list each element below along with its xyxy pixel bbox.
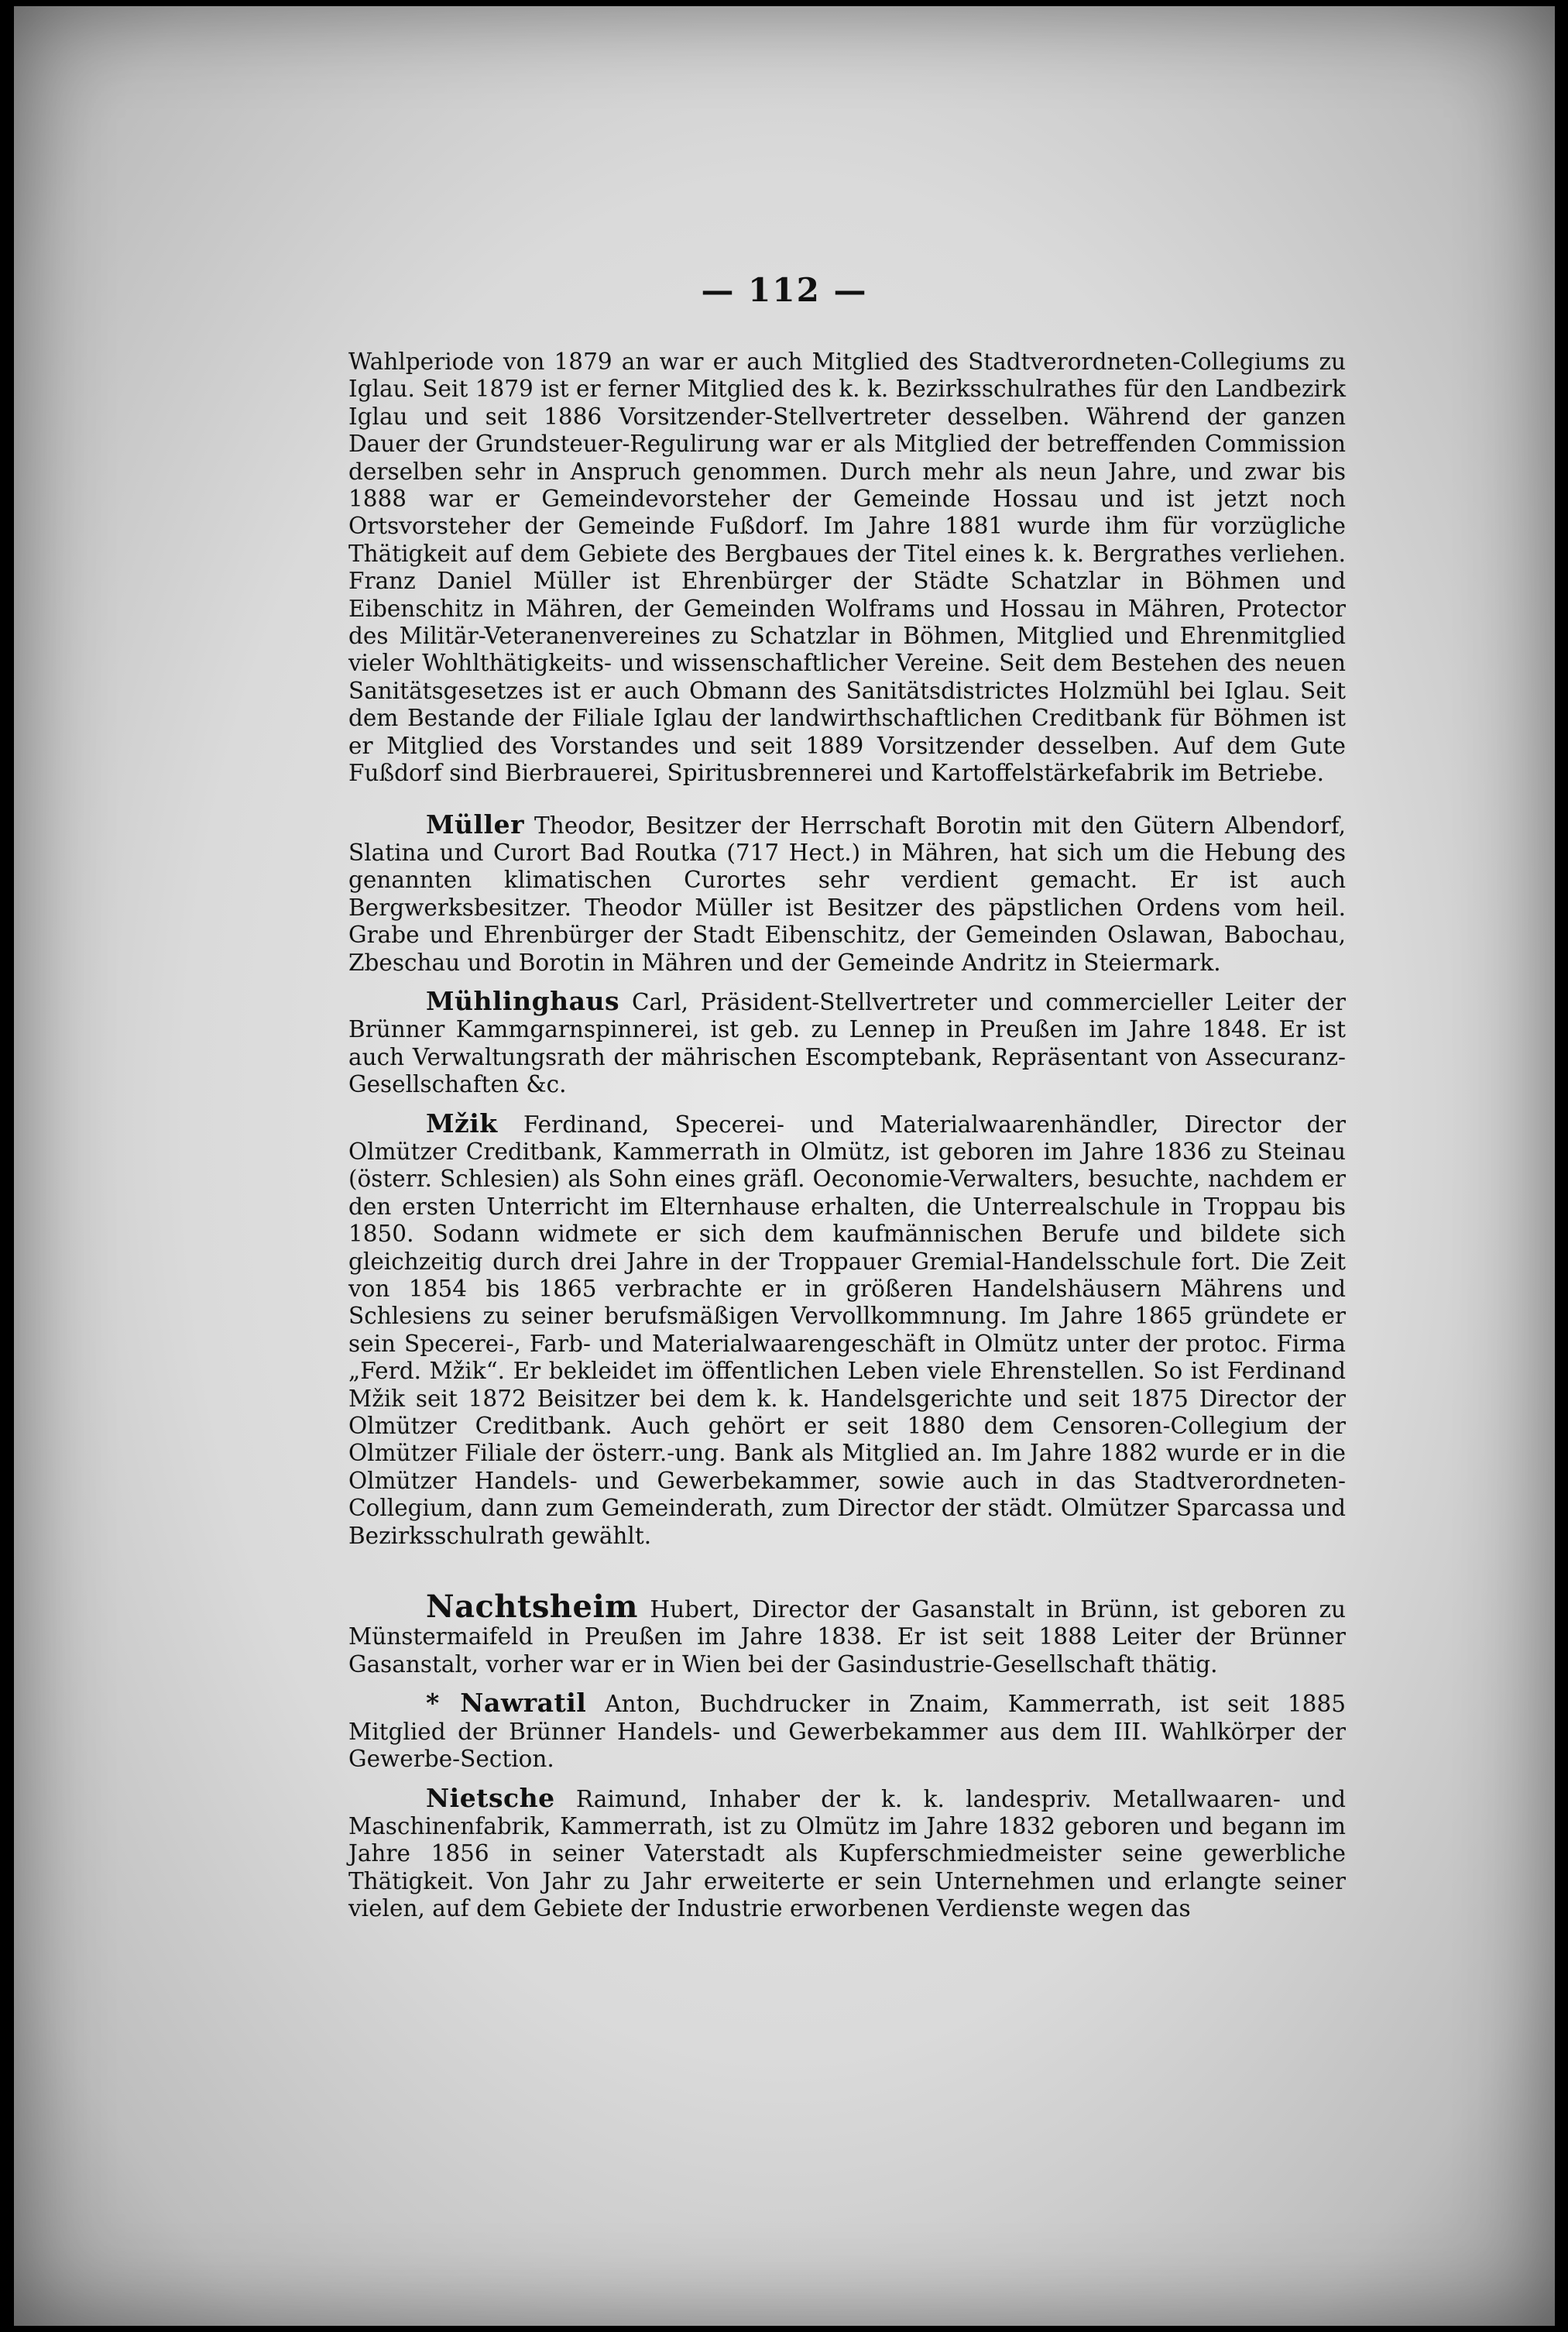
entry-muehlinghaus [348, 987, 1346, 1099]
entry-name: Mžik [426, 1108, 498, 1139]
entry-text: Raimund, Inhaber der k. k. landespriv. Metallwaaren- und Maschinenfabrik, Kammerrath, ist zu Olmütz im Jahre 1832 geboren und begann im Jahre 1856 in seiner Vaterstadt als Kupferschmiedmeister seine gewerbliche Thätigkeit. Von Jahr zu Jahr erweiterte er sein Unternehmen und erlangte seiner vielen, auf dem Gebiete der Industrie erworbenen Verdienste wegen das [348, 1785, 1346, 1922]
entry-text: Anton, Buchdrucker in Znaim, Kammerrath, ist seit 1885 Mitglied der Brünner Handels- und Gewerbekammer aus dem III. Wahlkörper der Gewerbe-Section. [348, 1691, 1346, 1773]
continued-paragraph: Wahlperiode von 1879 an war er auch Mitglied des Stadtverordneten-Collegiums zu Iglau. Seit 1879 ist er ferner Mitglied des k. k. Bezirksschulrathes für den Landbezirk Iglau und seit 1886 Vorsitzender-Stellvertreter desselben. Während der ganzen Dauer der Grundsteuer-Regulirung war er als Mitglied der betreffenden Commission derselben sehr in Anspruch genommen. Durch mehr als neun Jahre, und zwar bis 1888 war er Gemeindevorsteher der Gemeinde Hossau und ist jetzt noch Ortsvorsteher der Gemeinde Fußdorf. Im Jahre 1881 wurde ihm für vorzügliche Thätigkeit auf dem Gebiete des Bergbaues der Titel eines k. k. Bergrathes verliehen. Franz Daniel Müller ist Ehrenbürger der Städte Schatzlar in Böhmen und Eibenschitz in Mähren, der Gemeinden Wolframs und Hossau in Mähren, Protector des Militär-Veteranenvereines zu Schatzlar in Böhmen, Mitglied und Ehrenmitglied vieler Wohlthätigkeits- und wissenschaftlicher Vereine. Seit dem Bestehen des neuen Sanitätsgesetzes ist er auch Obmann des Sanitätsdistrictes Holzmühl bei Iglau. Seit dem Bestande der Filiale Iglau der landwirthschaftlichen Creditbank für Böhmen ist er Mitglied des Vorstandes und seit 1889 Vorsitzender desselben. Auf dem Gute Fußdorf sind Bierbrauerei, Spiritusbrennerei und Kartoffelstärkefabrik im Betriebe. [348, 349, 1346, 787]
entry-name: Nietsche [426, 1782, 555, 1813]
entry-mueller-theodor [348, 811, 1346, 977]
entry-text: Theodor, Besitzer der Herrschaft Borotin mit den Gütern Albendorf, Slatina und Curort Bad Routka (717 Hect.) in Mähren, hat sich um die Hebung des genannten klimatischen Curortes sehr verdient gemacht. Er ist auch Bergwerksbesitzer. Theodor Müller ist Besitzer des päpstlichen Ordens vom heil. Grabe und Ehrenbürger der Stadt Eibenschitz, der Gemeinden Oslawan, Babochau, Zbeschau und Borotin in Mähren und der Gemeinde Andritz in Steiermark. [348, 812, 1346, 976]
entry-name: Müller [426, 809, 524, 840]
entry-text: Carl, Präsident-Stellvertreter und commercieller Leiter der Brünner Kammgarnspinnerei, ist geb. zu Lennep in Preußen im Jahre 1848. Er ist auch Verwaltungsrath der mährischen Escomptebank, Repräsentant von Assecuranz-Gesellschaften &c. [348, 988, 1346, 1098]
entry-text: Ferdinand, Specerei- und Materialwaarenhändler, Director der Olmützer Creditbank, Kammerrath in Olmütz, ist geboren im Jahre 1836 zu Steinau (österr. Schlesien) als Sohn eines gräfl. Oeconomie-Verwalters, besuchte, nachdem er den ersten Unterricht im Elternhause erhalten, die Unterrealschule in Troppau bis 1850. Sodann widmete er sich dem kaufmännischen Berufe und bildete sich gleichzeitig durch drei Jahre in der Troppauer Gremial-Handelsschule fort. Die Zeit von 1854 bis 1865 verbrachte er in größeren Handelshäusern Mährens und Schlesiens zu seiner berufsmäßigen Vervollkommnung. Im Jahre 1865 gründete er sein Specerei-, Farb- und Materialwaarengeschäft in Olmütz unter der protoc. Firma „Ferd. Mžik“. Er bekleidet im öffentlichen Leben viele Ehrenstellen. So ist Ferdinand Mžik seit 1872 Beisitzer bei dem k. k. Handelsgerichte und seit 1875 Director der Olmützer Creditbank. Auch gehört er seit 1880 dem Censoren-Collegium der Olmützer Filiale der österr.-ung. Bank als Mitglied an. Im Jahre 1882 wurde er in die Olmützer Handels- und Gewerbekammer, sowie auch in das Stadtverordneten-Collegium, dann zum Gemeinderath, zum Director der städt. Olmützer Sparcassa und Bezirksschulrath gewählt. [348, 1111, 1346, 1549]
page-number: — 112 — [701, 271, 868, 309]
entry-nawratil [348, 1689, 1346, 1773]
section-gap [348, 1550, 1346, 1593]
entry-name: * Nawratil [426, 1688, 587, 1719]
entry-nachtsheim [348, 1588, 1346, 1678]
entry-text: Hubert, Director der Gasanstalt in Brünn, ist geboren zu Münstermaifeld in Preußen im Jahre 1838. Er ist seit 1888 Leiter der Brünner Gasanstalt, vorher war er in Wien bei der Gasindustrie-Gesellschaft thätig. [348, 1596, 1346, 1678]
entry-name: Nachtsheim [426, 1588, 638, 1626]
entry-nietsche [348, 1784, 1346, 1923]
entry-name: Mühlinghaus [426, 985, 620, 1016]
book-page [14, 6, 1555, 2326]
entry-mzik [348, 1110, 1346, 1551]
text-column [348, 349, 1346, 1923]
spacer [348, 788, 1346, 811]
